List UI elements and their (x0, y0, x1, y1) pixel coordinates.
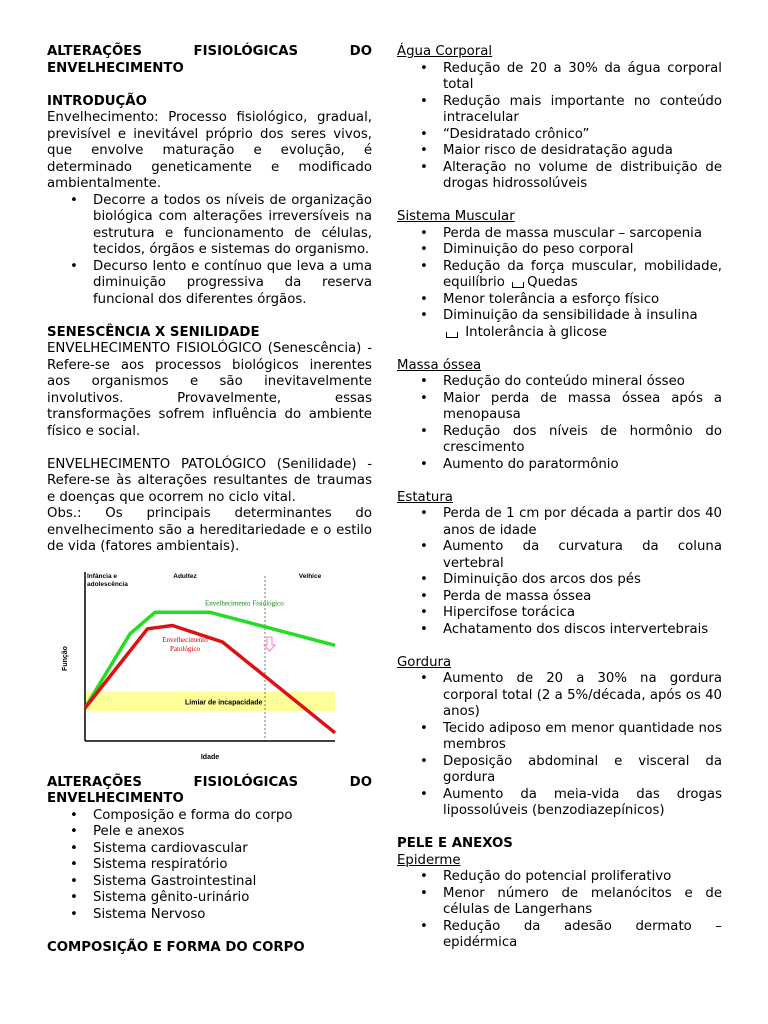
left-column (47, 44, 372, 956)
list-item: • Perda de massa óssea (443, 589, 722, 606)
section-heading-stature: Estatura (397, 489, 453, 505)
document-title: ALTERAÇÕES FISIOLÓGICAS DO ENVELHECIMENTO (47, 44, 372, 76)
intro-list (47, 193, 372, 309)
list-item: • Menor tolerância a esforço físico (443, 292, 722, 309)
list-item (443, 308, 722, 341)
aging-function-chart (53, 566, 343, 771)
list-item: • Alteração no volume de distribuição de drogas hidrossolúveis (443, 160, 722, 193)
chart-svg (53, 566, 343, 771)
senescence-heading: SENESCÊNCIA X SENILIDADE (47, 324, 260, 340)
list-item (443, 259, 722, 292)
list-item: • Diminuição dos arcos dos pés (443, 572, 722, 589)
list-item: • Maior risco de desidratação aguda (443, 143, 722, 160)
fat-list (397, 671, 722, 820)
series-line-pathological (85, 625, 335, 732)
list-item: • Sistema respiratório (93, 857, 372, 874)
phase-label-childhood: Infância e adolescência (87, 572, 128, 588)
obs-text: Obs.: Os principais determinantes do envelhecimento são a hereditariedade e o estilo de vida (fatores ambientais). (47, 506, 372, 554)
list-item: • Diminuição do peso corporal (443, 242, 722, 259)
phase-label-old-age: Velhice (298, 572, 322, 580)
list-item-text: Redução da força muscular, mobilidade, equilíbrio (443, 258, 722, 290)
body-water-list (397, 61, 722, 193)
section-heading-bone: Massa óssea (397, 357, 482, 373)
list-item: • Redução de 20 a 30% da água corporal total (443, 61, 722, 94)
list-item-text: Diminuição da sensibilidade à insulina (443, 308, 698, 323)
pathological-text: ENVELHECIMENTO PATOLÓGICO (Senilidade) - Refere-se às alterações resultantes de traumas e doenças que ocorrem no ciclo vital. (47, 456, 372, 505)
bone-list (397, 374, 722, 473)
x-axis-label: Idade (200, 753, 220, 761)
section-heading-fat: Gordura (397, 654, 452, 670)
series-label-pathological: Envelhecimento Patológico (162, 635, 208, 653)
list-item: • Sistema Nervoso (93, 907, 372, 924)
list-item: • Perda de 1 cm por década a partir dos 40 anos de idade (443, 506, 722, 539)
down-arrow-icon (264, 637, 275, 651)
list-item: • Aumento da curvatura da coluna vertebral (443, 539, 722, 572)
skin-heading: PELE E ANEXOS (397, 836, 513, 851)
list-item: • Pele e anexos (93, 824, 372, 841)
changes-heading: ALTERAÇÕES FISIOLÓGICAS DO ENVELHECIMENTO (47, 774, 372, 806)
changes-list (47, 808, 372, 924)
list-item: • Menor número de melanócitos e de células de Langerhans (443, 886, 722, 919)
list-item: • Sistema Gastrointestinal (93, 874, 372, 891)
list-item: • Tecido adiposo em menor quantidade nos membros (443, 721, 722, 754)
list-item: • Hipercifose torácica (443, 605, 722, 622)
phase-label-adulthood: Adultez (173, 572, 197, 580)
list-item: • Aumento de 20 a 30% na gordura corporal total (2 a 5%/década, após os 40 anos) (443, 671, 722, 721)
senescence-text: ENVELHECIMENTO FISIOLÓGICO (Senescência) - Refere-se aos processos biológicos inerentes aos organismos e são inevitavelmente involutivos. Provavelmente, essas transformações sofrem influência do ambiente físico e social. (47, 341, 372, 439)
intro-text: Envelhecimento: Processo fisiológico, gradual, previsível e inevitável próprio dos seres vivos, que envolve maturação e evolução, é determinado geneticamente e modificado ambientalmente. (47, 110, 372, 191)
list-item: • Sistema gênito-urinário (93, 890, 372, 907)
list-item: • Aumento do paratormônio (443, 457, 722, 474)
list-item: • Redução do conteúdo mineral ósseo (443, 374, 722, 391)
right-column (397, 44, 722, 952)
threshold-label: Limiar de incapacidade (185, 699, 263, 707)
list-item: • Maior perda de massa óssea após a menopausa (443, 391, 722, 424)
list-item-tail: Quedas (527, 275, 578, 290)
series-label-physiological: Envelhecimento Fisiológico (205, 599, 284, 608)
list-item: • Redução da adesão dermato – epidérmica (443, 919, 722, 952)
section-heading-muscle: Sistema Muscular (397, 209, 515, 224)
list-item: • “Desidratado crônico” (443, 127, 722, 144)
list-item: • Sistema cardiovascular (93, 841, 372, 858)
stature-list (397, 506, 722, 638)
muscle-list (397, 226, 722, 342)
intro-heading: INTRODUÇÃO (47, 93, 147, 109)
list-item: • Decurso lento e contínuo que leva a uma diminuição progressiva da reserva funcional dos diferentes órgãos. (93, 259, 372, 309)
section-heading-epidermis: Epiderme (397, 852, 461, 868)
list-item: • Redução mais importante no conteúdo intracelular (443, 94, 722, 127)
list-item: • Deposição abdominal e visceral da gordura (443, 754, 722, 787)
section-heading-body-water: Água Corporal (397, 44, 493, 59)
arrow-symbol-icon (512, 282, 524, 288)
y-axis-label: Função (62, 645, 69, 671)
list-item: • Decorre a todos os níveis de organização biológica com alterações irreversíveis na estrutura e funcionamento de células, tecidos, órgãos e sistemas do organismo. (93, 193, 372, 259)
list-item: • Redução dos níveis de hormônio do crescimento (443, 424, 722, 457)
list-item: • Perda de massa muscular – sarcopenia (443, 226, 722, 243)
list-item-tail: Intolerância à glicose (465, 324, 607, 340)
epidermis-list (397, 869, 722, 952)
list-item: • Redução do potencial proliferativo (443, 869, 722, 886)
arrow-symbol-icon (446, 332, 458, 338)
list-item: • Aumento da meia-vida das drogas lipossolúveis (benzodiazepínicos) (443, 787, 722, 820)
list-item: • Composição e forma do corpo (93, 808, 372, 825)
composition-heading: COMPOSIÇÃO E FORMA DO CORPO (47, 939, 305, 955)
list-item: • Achatamento dos discos intervertebrais (443, 622, 722, 639)
